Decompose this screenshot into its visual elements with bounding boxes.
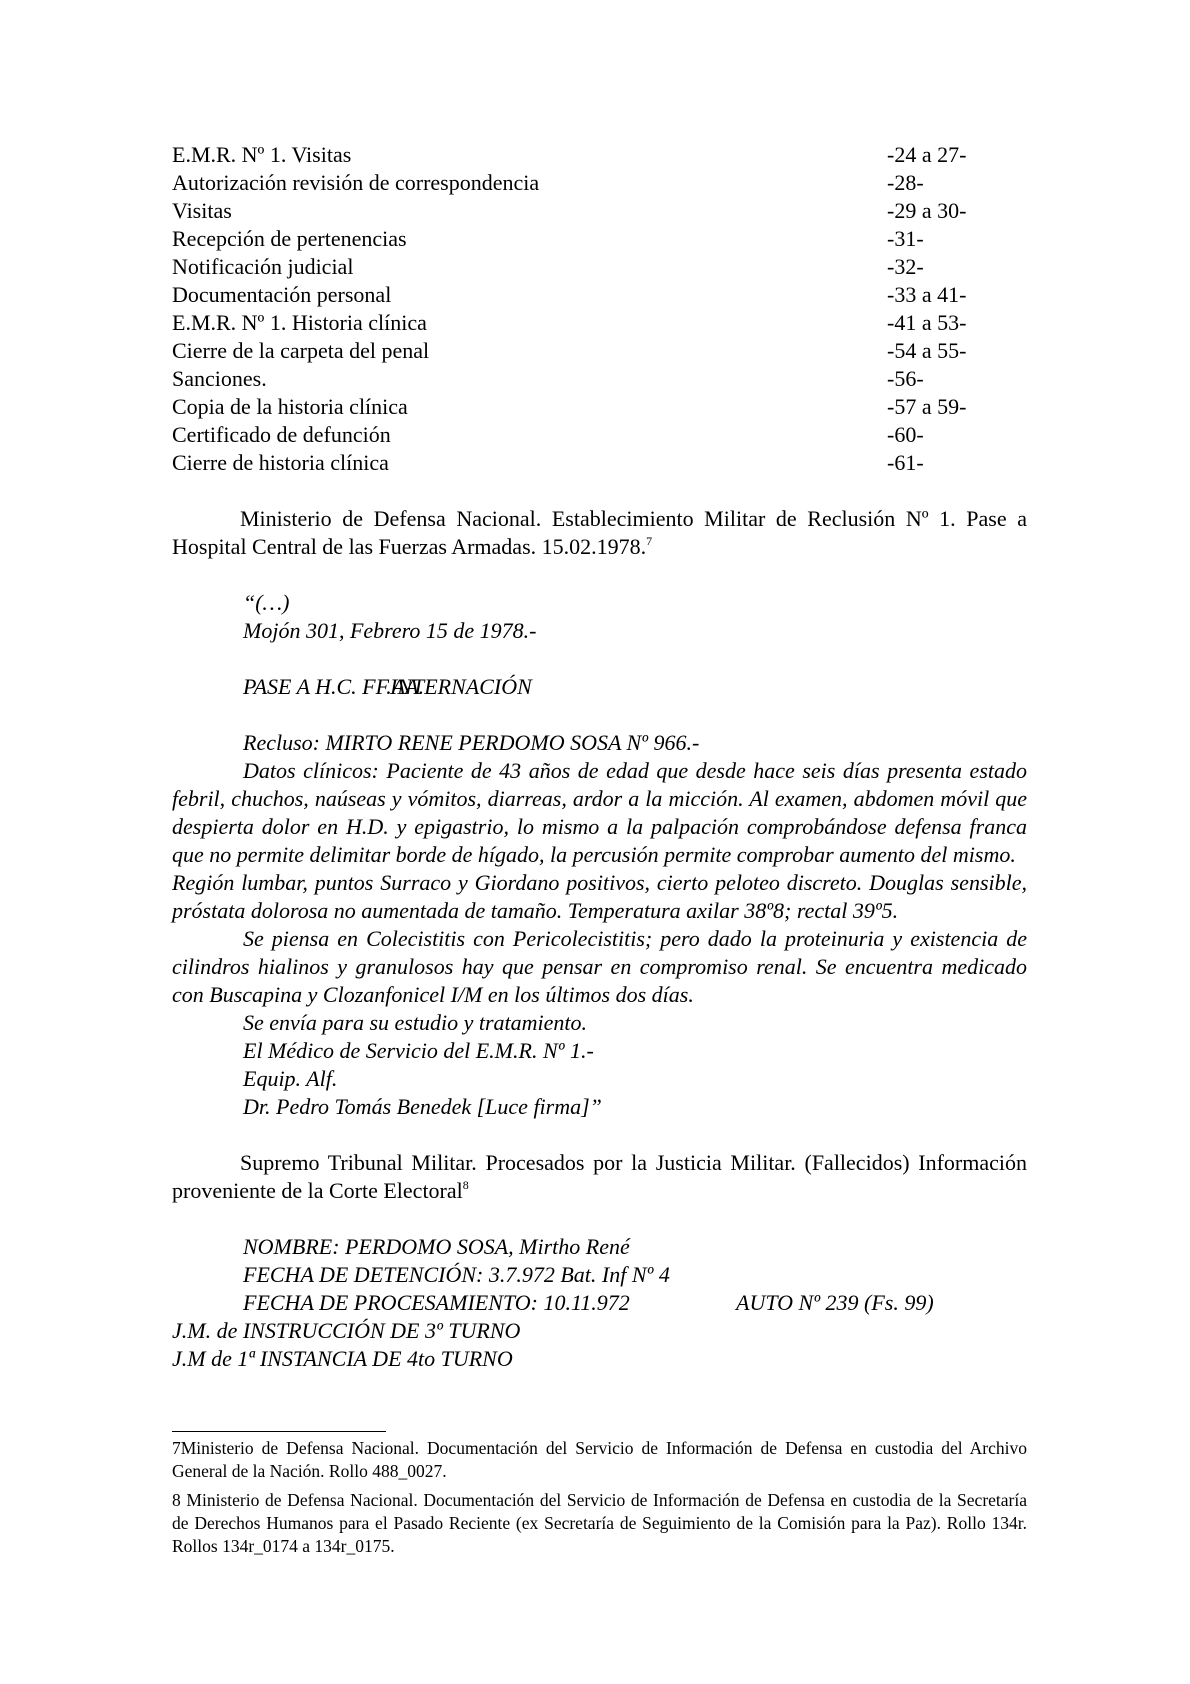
main-text [172,141,1027,1373]
index-pages: -28- [887,170,924,195]
quote-header-row [172,673,1027,701]
section-heading-tribunal [172,1149,1027,1205]
internacion-label: INTERNACIÓN [390,674,532,699]
index-label: E.M.R. Nº 1. Historia clínica [172,310,427,335]
medico-line: El Médico de Servicio del E.M.R. Nº 1.- [243,1038,594,1063]
index-row [172,281,1027,309]
index-label: Certificado de defunción [172,422,391,447]
quote-ellipsis: “(…) [243,590,290,615]
spacer [172,1121,1027,1149]
index-label: Cierre de historia clínica [172,450,389,475]
index-pages: -57 a 59- [887,394,967,419]
region-lumbar-paragraph: Región lumbar, puntos Surraco y Giordano positivos, cierto peloteo discreto. Douglas sensible, próstata dolorosa no aumentada de tamaño. Temperatura axilar 38º8; rectal 39º5. [172,870,1027,923]
index-pages: -41 a 53- [887,310,967,335]
index-pages: -33 a 41- [887,282,967,307]
record-instancia: J.M de 1ª INSTANCIA DE 4to TURNO [172,1346,513,1371]
index-row [172,253,1027,281]
index-label: Documentación personal [172,282,392,307]
index-row [172,337,1027,365]
spacer [172,477,1027,505]
index-row [172,309,1027,337]
spacer [172,1205,1027,1233]
firma-line: Dr. Pedro Tomás Benedek [Luce firma]” [243,1094,602,1119]
footnotes [172,1437,1027,1564]
quote-date-line: Mojón 301, Febrero 15 de 1978.- [243,618,537,643]
index-label: Sanciones. [172,366,267,391]
section-heading-pase [172,505,1027,561]
record-nombre: NOMBRE: PERDOMO SOSA, Mirtho René [243,1234,630,1259]
index-pages: -24 a 27- [887,142,967,167]
index-pages: -32- [887,254,924,279]
equip-line: Equip. Alf. [243,1066,338,1091]
record-instruccion: J.M. de INSTRUCCIÓN DE 3º TURNO [172,1318,521,1343]
index-label: Recepción de pertenencias [172,226,407,251]
se-piensa-paragraph: Se piensa en Colecistitis con Pericolecistitis; pero dado la proteinuria y existencia de cilindros hialinos y granulosos hay que pensar en compromiso renal. Se encuentra medicado con Buscapina y Clozanfonicel I/M en los últimos dos días. [172,926,1027,1007]
index-row [172,421,1027,449]
spacer [172,645,1027,673]
record-procesamiento: FECHA DE PROCESAMIENTO: 10.11.972 [243,1290,630,1315]
index-pages: -61- [887,450,924,475]
footnote-separator [172,1431,386,1432]
datos-clinicos-paragraph: Datos clínicos: Paciente de 43 años de edad que desde hace seis días presenta estado febril, chuchos, naúseas y vómitos, diarreas, ardor a la micción. Al examen, abdomen móvil que despierta dolor en H.D. y epigastrio, lo mismo a la palpación comprobándose defensa franca que no permite delimitar borde de hígado, la percusión permite comprobar aumento del mismo. [172,758,1027,867]
index-row [172,449,1027,477]
section-heading-text: Ministerio de Defensa Nacional. Establecimiento Militar de Reclusión Nº 1. Pase a Hospital Central de las Fuerzas Armadas. 15.02.1978. [172,506,1027,559]
index-pages: -60- [887,422,924,447]
spacer [172,561,1027,589]
se-envia-line: Se envía para su estudio y tratamiento. [243,1010,588,1035]
record-procesamiento-row [172,1289,1027,1317]
index-label: Autorización revisión de correspondencia [172,170,540,195]
footnote-ref[interactable]: 8 [462,1178,469,1192]
footnote-ref[interactable]: 7 [646,534,653,548]
index-label: Copia de la historia clínica [172,394,408,419]
record-auto: AUTO Nº 239 (Fs. 99) [736,1290,934,1315]
index-row [172,393,1027,421]
index-row [172,365,1027,393]
index-label: E.M.R. Nº 1. Visitas [172,142,352,167]
index-row [172,225,1027,253]
index-pages: -31- [887,226,924,251]
detention-record [172,1233,1027,1373]
index-list [172,141,1027,477]
footnote-7: 7Ministerio de Defensa Nacional. Documentación del Servicio de Información de Defensa en custodia del Archivo General de la Nación. Rollo 488_0027. [172,1438,1027,1481]
quoted-document [172,589,1027,1121]
index-row [172,141,1027,169]
section-heading-text: Supremo Tribunal Militar. Procesados por la Justicia Militar. (Fallecidos) Información proveniente de la Corte Electoral [172,1150,1027,1203]
index-pages: -54 a 55- [887,338,967,363]
index-row [172,197,1027,225]
record-detencion: FECHA DE DETENCIÓN: 3.7.972 Bat. Inf Nº 4 [243,1262,670,1287]
spacer [172,701,1027,729]
index-label: Cierre de la carpeta del penal [172,338,430,363]
footnote-8: 8 Ministerio de Defensa Nacional. Documentación del Servicio de Información de Defensa en custodia de la Secretaría de Derechos Humanos para el Pasado Reciente (ex Secretaría de Seguimiento de la Comisión para la Paz). Rollo 134r. Rollos 134r_0174 a 134r_0175. [172,1490,1027,1556]
index-pages: -29 a 30- [887,198,967,223]
index-label: Notificación judicial [172,254,354,279]
index-row [172,169,1027,197]
pase-label: PASE A H.C. FF.AA. [243,674,425,699]
recluso-line: Recluso: MIRTO RENE PERDOMO SOSA Nº 966.- [243,730,700,755]
index-label: Visitas [172,198,232,223]
index-pages: -56- [887,366,924,391]
